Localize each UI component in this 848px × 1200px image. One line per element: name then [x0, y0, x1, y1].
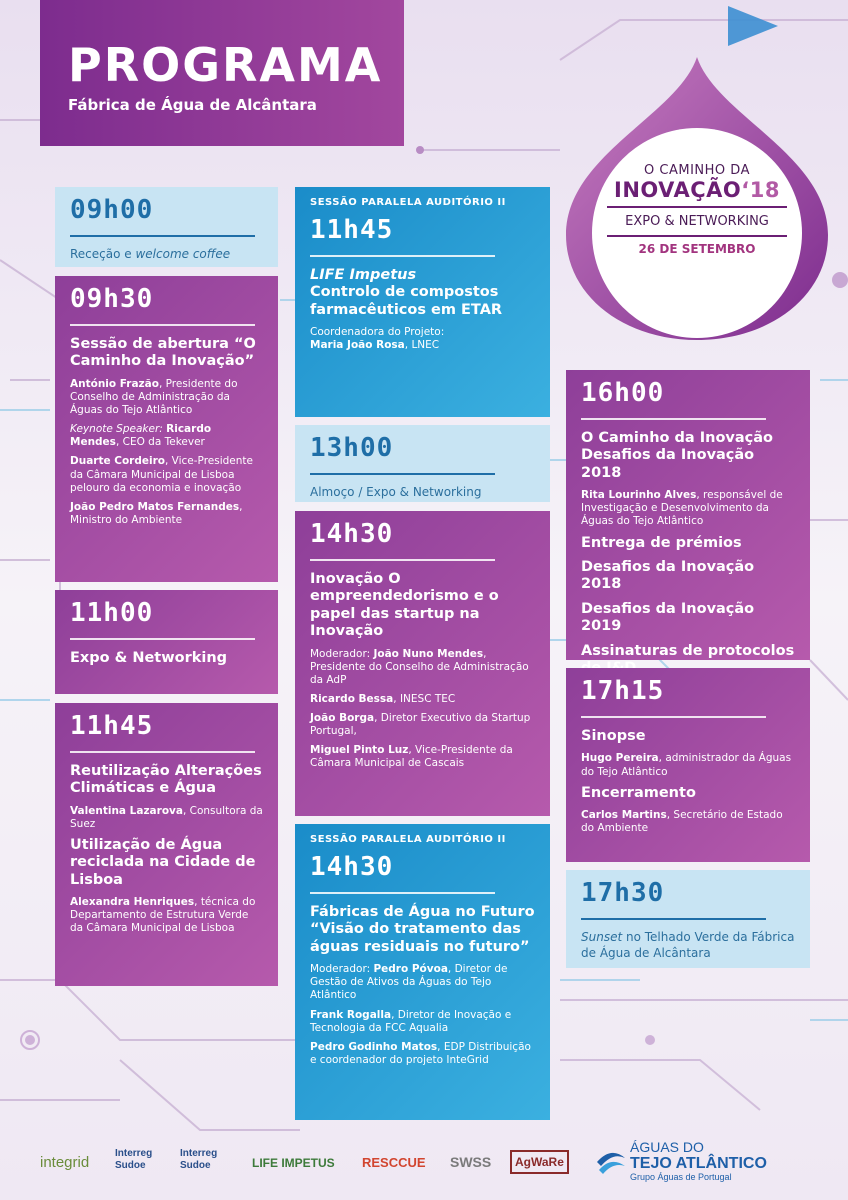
speaker-line	[310, 693, 535, 706]
speaker-name: Hugo Pereira	[581, 752, 659, 765]
schedule-block-1430	[295, 511, 550, 816]
desc-text: Receção e	[70, 247, 136, 261]
brand-line3: Grupo Águas de Portugal	[630, 1171, 732, 1182]
speaker-role: , Ministro do Ambiente	[70, 500, 243, 526]
time-underline	[70, 638, 255, 640]
speaker-role: , técnica do Departamento de Estrutura Verde da Câmara Municipal de Lisboa	[70, 896, 256, 935]
block-time: 11h45	[310, 215, 394, 245]
speaker-role: , Presidente do Conselho de Administração da AdP	[310, 647, 529, 686]
speaker-role: , CEO da Tekever	[115, 436, 205, 449]
block-heading: Entrega de prémios	[581, 534, 742, 551]
block-time: 14h30	[310, 852, 394, 882]
speaker-name: Pedro Godinho Matos	[310, 1040, 438, 1053]
speaker-role: , responsável de Investigação e Desenvolvimento da Águas do Tejo Atlântico	[581, 489, 783, 528]
badge-divider	[607, 206, 787, 208]
speaker-line	[310, 1041, 535, 1067]
time-underline	[581, 918, 766, 920]
block-title: Expo & Networking	[70, 650, 228, 666]
block-heading: Desafios da Inovação 2018	[581, 558, 755, 593]
speaker-line	[70, 423, 263, 449]
speaker-name: Pedro Póvoa	[373, 963, 448, 976]
block-time: 17h30	[581, 878, 665, 908]
session-label: SESSÃO PARALELA AUDITÓRIO II	[310, 834, 506, 845]
session-label: SESSÃO PARALELA AUDITÓRIO II	[310, 197, 506, 208]
brand-line2: TEJO ATLÂNTICO	[630, 1155, 767, 1173]
schedule-block-0930	[55, 276, 278, 582]
speaker-role: , Consultora da Suez	[70, 804, 263, 830]
block-title	[310, 267, 535, 319]
title-italic: LIFE Impetus	[310, 267, 417, 283]
speaker-role: , Vice-Presidente da Câmara Municipal de Lisboa pelouro da economia e inovação	[70, 455, 253, 494]
time-underline	[70, 751, 255, 753]
speaker-role: , Diretor de Gestão de Ativos da Águas do Tejo Atlântico	[310, 963, 508, 1002]
event-badge	[566, 55, 828, 340]
speaker-line	[310, 648, 535, 687]
block-title: Reutilização Alterações Climáticas e Água	[70, 763, 262, 797]
time-underline	[310, 559, 495, 561]
block-title: O Caminho da Inovação Desafios da Inovação 2018	[581, 430, 774, 481]
title-text: Controlo de compostos farmacêuticos em ETAR	[310, 284, 503, 318]
time-underline	[310, 255, 495, 257]
block-description	[581, 930, 795, 961]
agware-logo: AgWaRe	[510, 1150, 569, 1174]
time-underline	[70, 235, 255, 237]
page-title: PROGRAMA	[68, 38, 383, 92]
speaker-line	[70, 455, 263, 494]
block-time: 11h00	[70, 598, 154, 628]
speaker-role: , administrador da Águas do Tejo Atlântico	[581, 752, 792, 778]
interreg-sudoe-logo: Interreg Sudoe	[115, 1148, 153, 1171]
speaker-name: Duarte Cordeiro	[70, 455, 165, 468]
speaker-role: , LNEC	[404, 339, 440, 352]
speaker-name: Alexandra Henriques	[70, 896, 195, 909]
badge-line3: EXPO & NETWORKING	[625, 214, 769, 229]
speaker-line	[310, 963, 535, 1002]
schedule-block-1300	[295, 425, 550, 502]
time-underline	[310, 473, 495, 475]
speaker-line	[310, 712, 535, 738]
block-heading: Encerramento	[581, 784, 696, 801]
speaker-name: António Frazão	[70, 377, 159, 390]
speaker-line	[310, 1009, 535, 1035]
speaker-role: , EDP Distribuição e coordenador do projeto InteGrid	[310, 1040, 531, 1066]
speaker-line	[70, 805, 263, 831]
speaker-line	[70, 896, 263, 935]
speaker-name: Ricardo Bessa	[310, 692, 394, 705]
speaker-name: Maria João Rosa	[310, 339, 405, 352]
speaker-label: Moderador:	[310, 963, 374, 976]
block-time: 14h30	[310, 519, 394, 549]
block-time: 16h00	[581, 378, 665, 408]
speaker-line	[581, 489, 795, 528]
speaker-name: Carlos Martins	[581, 809, 667, 822]
desc-text: no Telhado Verde da Fábrica de Água de Alcântara	[581, 930, 795, 960]
page-subtitle: Fábrica de Água de Alcântara	[68, 96, 317, 114]
time-underline	[70, 324, 255, 326]
schedule-block-1145-parallel	[295, 187, 550, 417]
schedule-block-1600	[566, 370, 810, 660]
time-underline	[310, 892, 495, 894]
time-underline	[581, 716, 766, 718]
time-underline	[581, 418, 766, 420]
block-heading: Sinopse	[581, 728, 646, 744]
schedule-block-1715	[566, 668, 810, 862]
block-time: 11h45	[70, 711, 154, 741]
speaker-line	[70, 501, 263, 527]
speaker-line	[581, 752, 795, 778]
speaker-name: Miguel Pinto Luz	[310, 744, 409, 757]
block-description: Almoço / Expo & Networking	[310, 485, 482, 499]
speaker-name: Ricardo Mendes	[70, 423, 212, 449]
desc-italic: Sunset	[581, 930, 623, 944]
speaker-label: Keynote Speaker:	[70, 423, 167, 436]
life-impetus-logo: LIFE IMPETUS	[252, 1156, 335, 1170]
badge-line2b: ‘18	[741, 178, 780, 202]
block-time: 09h00	[70, 195, 154, 225]
speaker-name: João Nuno Mendes	[373, 647, 484, 660]
block-time: 13h00	[310, 433, 394, 463]
desc-italic: welcome coffee	[135, 247, 231, 261]
speaker-role: , INESC TEC	[393, 692, 456, 705]
block-time: 17h15	[581, 676, 665, 706]
block-title: Sessão de abertura “O Caminho da Inovação”	[70, 336, 256, 370]
block-title: Fábricas de Água no Futuro “Visão do tratamento das águas residuais no futuro”	[310, 904, 535, 955]
schedule-block-1430-parallel	[295, 824, 550, 1120]
schedule-block-1730	[566, 870, 810, 968]
speaker-role: , Presidente do Conselho de Administração da Águas do Tejo Atlântico	[70, 377, 238, 417]
block-heading: Assinaturas de protocolos	[581, 642, 795, 659]
block-time: 09h30	[70, 284, 154, 314]
speaker-name: João Borga	[310, 712, 375, 725]
schedule-block-1145	[55, 703, 278, 986]
schedule-block-0900	[55, 187, 278, 267]
brand-line1: ÁGUAS DO	[630, 1139, 704, 1155]
speaker-name: Valentina Lazarova	[70, 804, 183, 817]
speaker-name: Frank Rogalla	[310, 1008, 392, 1021]
speaker-role: , Diretor Executivo da Startup Portugal,	[310, 712, 531, 738]
header-banner	[40, 0, 404, 146]
badge-date: 26 DE SETEMBRO	[638, 242, 756, 256]
block-title: Inovação O empreendedorismo e o papel das startup na Inovação	[310, 571, 499, 640]
integrid-logo: integrid	[40, 1154, 90, 1171]
footer-logos	[30, 1140, 830, 1190]
badge-line2a: INOVAÇÃO	[614, 178, 742, 202]
badge-line1: O CAMINHO DA	[644, 163, 750, 178]
schedule-block-1100	[55, 590, 278, 694]
speaker-label: Moderador:	[310, 647, 374, 660]
block-description	[70, 247, 263, 263]
badge-line2	[566, 178, 828, 202]
badge-divider	[607, 235, 787, 237]
speaker-role: , Diretor de Inovação e Tecnologia da FCC Aqualia	[310, 1008, 512, 1034]
speaker-line	[310, 326, 535, 352]
speaker-name: João Pedro Matos Fernandes	[70, 500, 240, 513]
speaker-role: , Secretário de Estado do Ambiente	[581, 809, 783, 835]
swss-logo: SWSS	[450, 1154, 492, 1170]
speaker-line	[70, 378, 263, 417]
speaker-label: Coordenadora do Projeto:	[310, 326, 445, 339]
block-title: Utilização de Água reciclada na Cidade de Lisboa	[70, 837, 256, 888]
speaker-line	[581, 809, 795, 835]
block-heading: Desafios da Inovação 2019	[581, 600, 755, 635]
resccue-logo: RESCCUE	[362, 1155, 426, 1170]
waves-icon	[595, 1140, 627, 1180]
speaker-line	[310, 744, 535, 770]
interreg-sudoe-logo: Interreg Sudoe	[180, 1148, 218, 1171]
speaker-role: , Vice-Presidente da Câmara Municipal de Cascais	[310, 744, 513, 770]
aguas-tejo-atlantico-logo	[630, 1140, 767, 1183]
speaker-name: Rita Lourinho Alves	[581, 489, 697, 502]
